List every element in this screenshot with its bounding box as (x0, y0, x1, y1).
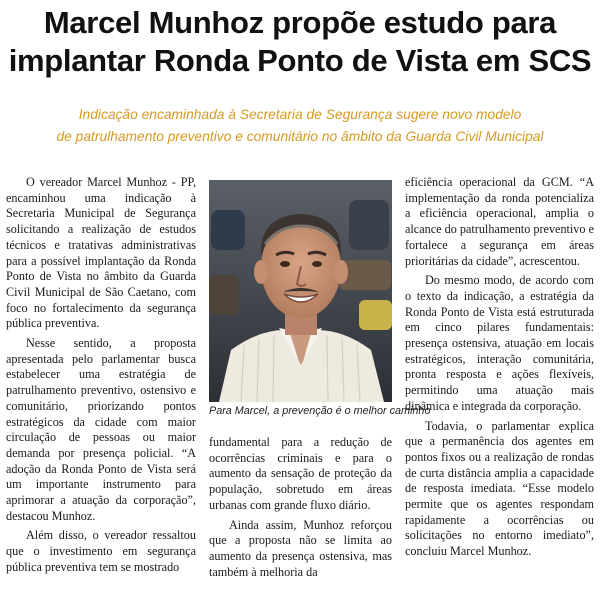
subhead-line-2: de patrulhamento preventivo e comunitário no âmbito da Guarda Civil Municipal (56, 129, 544, 144)
column-2 (209, 435, 392, 584)
paragraph: Do mesmo modo, de acordo com o texto da indicação, a estratégia da Ronda Ponto de Vista está estruturada em cinco pilares fundamentais: presença ostensiva, atuação em locais estratégicos, interação comunitária, pronta resposta e ações flexíveis, permitindo uma atuação mais dinâmica e integrada da corporação. (405, 273, 594, 413)
subheadline (10, 104, 590, 148)
paragraph: Ainda assim, Munhoz reforçou que a proposta não se limita ao aumento da presença ostensiva, mas também à melhoria da (209, 517, 392, 579)
paragraph: Todavia, o parlamentar explica que a permanência dos agentes em pontos fixos ou a realização de rondas de curta distância amplia a capacidade de resposta imediata. “Esse modelo permite que os agentes respondam rapidamente a ocorrências ou solicitações no entorno imediato”, concluiu Marcel Munhoz. (405, 418, 594, 559)
column-3 (405, 175, 594, 564)
paragraph: fundamental para a redução de ocorrências criminais e para o aumento da sensação de proteção da população, sobretudo em áreas urbanas com grande fluxo diário. (209, 435, 392, 512)
councilman-photo (209, 180, 392, 402)
paragraph: O vereador Marcel Munhoz - PP, encaminhou uma indicação à Secretaria Municipal de Segurança solicitando a realização de estudos técnicos e tratativas administrativas para a possível implantação da Ronda Ponto de Vista no âmbito da Guarda Civil Municipal de São Caetano, com foco no fortalecimento da segurança pública preventiva. (6, 175, 196, 331)
headline-line-2: implantar Ronda Ponto de Vista em SCS (8, 43, 592, 78)
paragraph: Nesse sentido, a proposta apresentada pelo parlamentar busca estabelecer uma estratégia de patrulhamento preventivo, ostensivo e comunitário, priorizando pontos estratégicos da cidade com maior circulação de pessoas ou maior demanda por presença policial. “A adoção da Ronda Ponto de Vista será um importante instrumento para aprimorar a atuação da corporação”, destacou Munhoz. (6, 336, 196, 523)
paragraph: Além disso, o vereador ressaltou que o investimento em segurança pública preventiva tem se mostrado (6, 528, 196, 574)
photo-caption: Para Marcel, a prevenção é o melhor caminho (209, 405, 431, 417)
headline (0, 4, 600, 80)
column-1 (6, 175, 196, 580)
paragraph: eficiência operacional da GCM. “A implementação da ronda potencializa a eficiência operacional, amplia o alcance do patrulhamento preventivo e fortalece a segurança em áreas prioritárias da cidade”, acrescentou. (405, 175, 594, 268)
subhead-line-1: Indicação encaminhada à Secretaria de Segurança sugere novo modelo (78, 107, 522, 122)
headline-line-1: Marcel Munhoz propõe estudo para (43, 5, 557, 40)
